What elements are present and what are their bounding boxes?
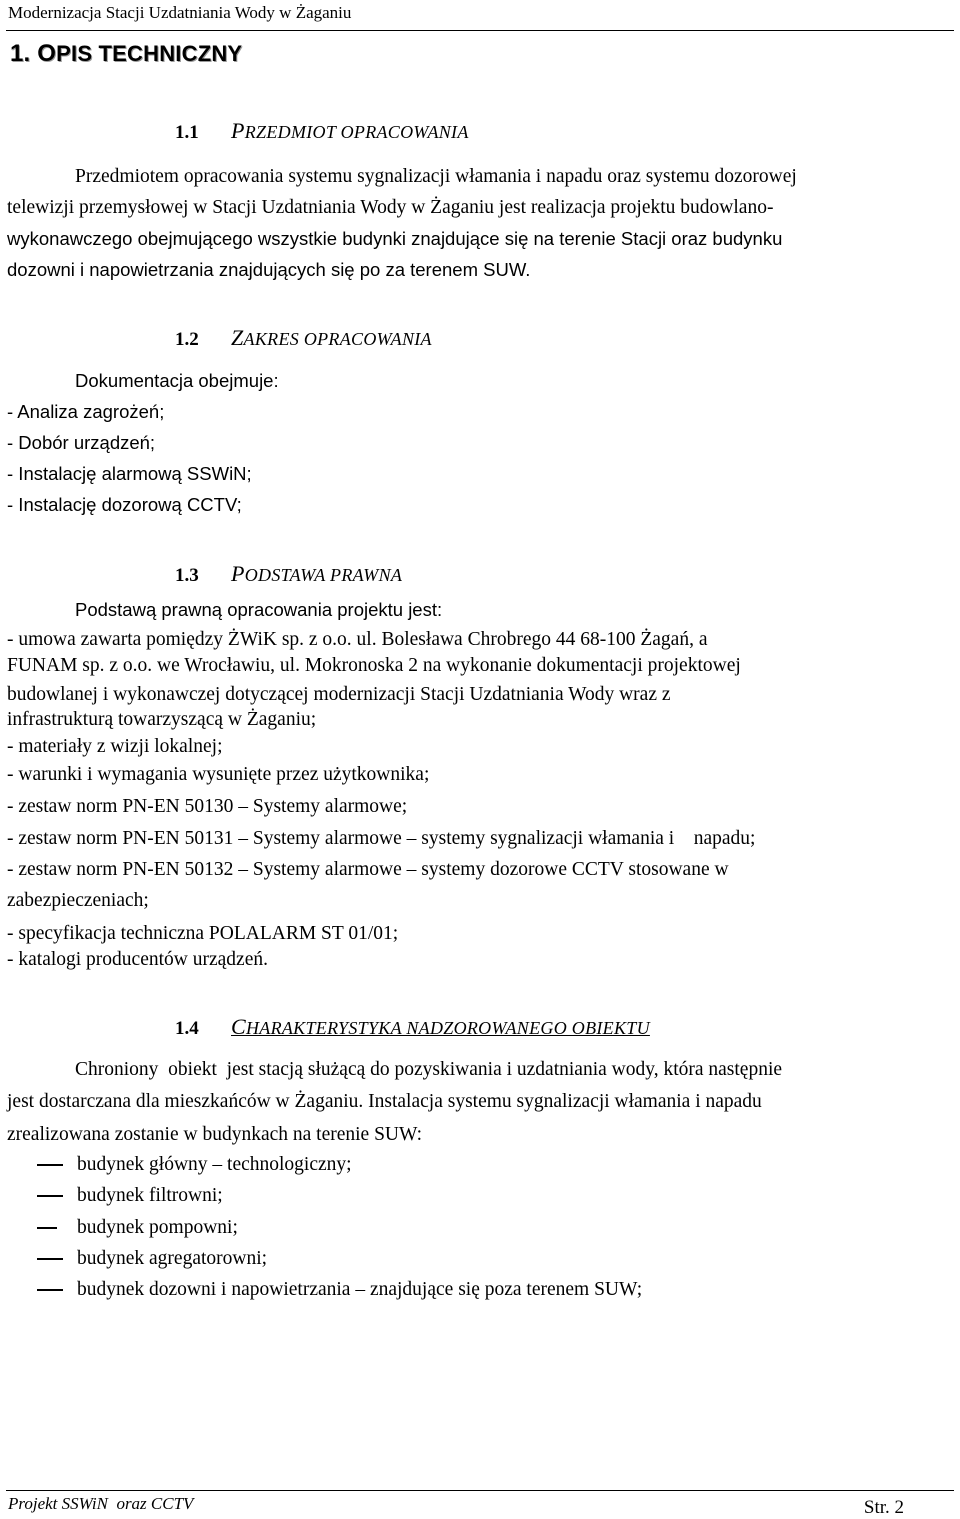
- chapter-title-first: 1. O: [10, 40, 57, 67]
- dash-bullet-icon: [37, 1164, 63, 1166]
- list-item: - materiały z wizji lokalnej;: [7, 736, 223, 757]
- list-item: - warunki i wymagania wysunięte przez użytkownika;: [7, 764, 430, 785]
- chapter-title-rest: PIS TECHNICZNY: [56, 41, 243, 66]
- section-number: 1.4: [175, 1018, 199, 1039]
- section-title-cap: Z: [231, 325, 244, 350]
- section-title: HARAKTERYSTYKA NADZOROWANEGO OBIEKTU: [245, 1018, 650, 1038]
- list-item: - Dobór urządzeń;: [7, 432, 156, 453]
- list-item: budynek pompowni;: [77, 1217, 238, 1238]
- list-item: budynek agregatorowni;: [77, 1248, 268, 1269]
- dash-bullet-icon: [37, 1227, 57, 1229]
- paragraph-line: zrealizowana zostanie w budynkach na terenie SUW:: [7, 1124, 423, 1145]
- section-title: ODSTAWA PRAWNA: [244, 565, 403, 585]
- dash-bullet-icon: [37, 1195, 63, 1197]
- section-heading-1-3: [175, 561, 402, 587]
- section-number: 1.3: [175, 565, 199, 586]
- list-item: - zestaw norm PN-EN 50132 – Systemy alarmowe – systemy dozorowe CCTV stosowane w: [7, 859, 729, 880]
- list-item: zabezpieczeniach;: [7, 890, 149, 911]
- section-heading-1-1: [175, 118, 469, 144]
- section-title: AKRES OPRACOWANIA: [243, 329, 432, 349]
- dash-bullet-icon: [37, 1289, 63, 1291]
- section-title-cap: P: [231, 561, 245, 586]
- section-title: RZEDMIOT OPRACOWANIA: [244, 122, 469, 142]
- list-intro: Podstawą prawną opracowania projektu jest:: [75, 599, 443, 620]
- list-item: budowlanej i wykonawczej dotyczącej modernizacji Stacji Uzdatniania Wody wraz z: [7, 684, 671, 705]
- section-heading-1-4: [175, 1014, 650, 1040]
- section-title-cap: P: [231, 118, 245, 143]
- list-item: - Analiza zagrożeń;: [7, 401, 165, 422]
- list-item: - Instalację alarmową SSWiN;: [7, 463, 252, 484]
- chapter-title: [10, 40, 242, 68]
- list-item: - umowa zawarta pomiędzy ŻWiK sp. z o.o. ul. Bolesława Chrobrego 44 68-100 Żagań, a: [7, 629, 708, 650]
- list-item: - Instalację dozorową CCTV;: [7, 494, 242, 515]
- list-item: infrastrukturą towarzyszącą w Żaganiu;: [7, 709, 317, 730]
- header-divider: [6, 30, 954, 31]
- paragraph-line: Chroniony obiekt jest stacją służącą do pozyskiwania i uzdatniania wody, która następnie: [75, 1059, 783, 1080]
- dash-bullet-icon: [37, 1258, 63, 1260]
- section-number: 1.2: [175, 329, 199, 350]
- list-item: FUNAM sp. z o.o. we Wrocławiu, ul. Mokronoska 2 na wykonanie dokumentacji projektowej: [7, 655, 741, 676]
- page-number: Str. 2: [863, 1497, 904, 1518]
- list-item: budynek główny – technologiczny;: [77, 1154, 352, 1175]
- footer-divider: [6, 1490, 954, 1491]
- list-item: budynek dozowni i napowietrzania – znajdujące się poza terenem SUW;: [77, 1279, 643, 1300]
- paragraph-line: dozowni i napowietrzania znajdujących się po za terenem SUW.: [7, 259, 531, 280]
- list-item: - specyfikacja techniczna POLALARM ST 01/01;: [7, 923, 399, 944]
- paragraph-line: telewizji przemysłowej w Stacji Uzdatniania Wody w Żaganiu jest realizacja projektu budowlano-: [7, 197, 774, 218]
- section-title-cap: C: [231, 1014, 246, 1039]
- page-header: Modernizacja Stacji Uzdatniania Wody w Żaganiu: [8, 3, 352, 22]
- list-item: - zestaw norm PN-EN 50130 – Systemy alarmowe;: [7, 796, 408, 817]
- paragraph-line: jest dostarczana dla mieszkańców w Żaganiu. Instalacja systemu sygnalizacji włamania i napadu: [7, 1091, 762, 1112]
- paragraph-line: wykonawczego obejmującego wszystkie budynki znajdujące się na terenie Stacji oraz budynku: [7, 228, 783, 249]
- list-item: - katalogi producentów urządzeń.: [7, 949, 268, 970]
- paragraph-line: Przedmiotem opracowania systemu sygnalizacji włamania i napadu oraz systemu dozorowej: [75, 166, 797, 187]
- section-number: 1.1: [175, 122, 199, 143]
- list-item: - zestaw norm PN-EN 50131 – Systemy alarmowe – systemy sygnalizacji włamania i napadu;: [7, 828, 756, 849]
- list-intro: Dokumentacja obejmuje:: [75, 370, 279, 391]
- footer-project: Projekt SSWiN oraz CCTV: [8, 1494, 194, 1513]
- list-item: budynek filtrowni;: [77, 1185, 223, 1206]
- section-heading-1-2: [175, 325, 432, 351]
